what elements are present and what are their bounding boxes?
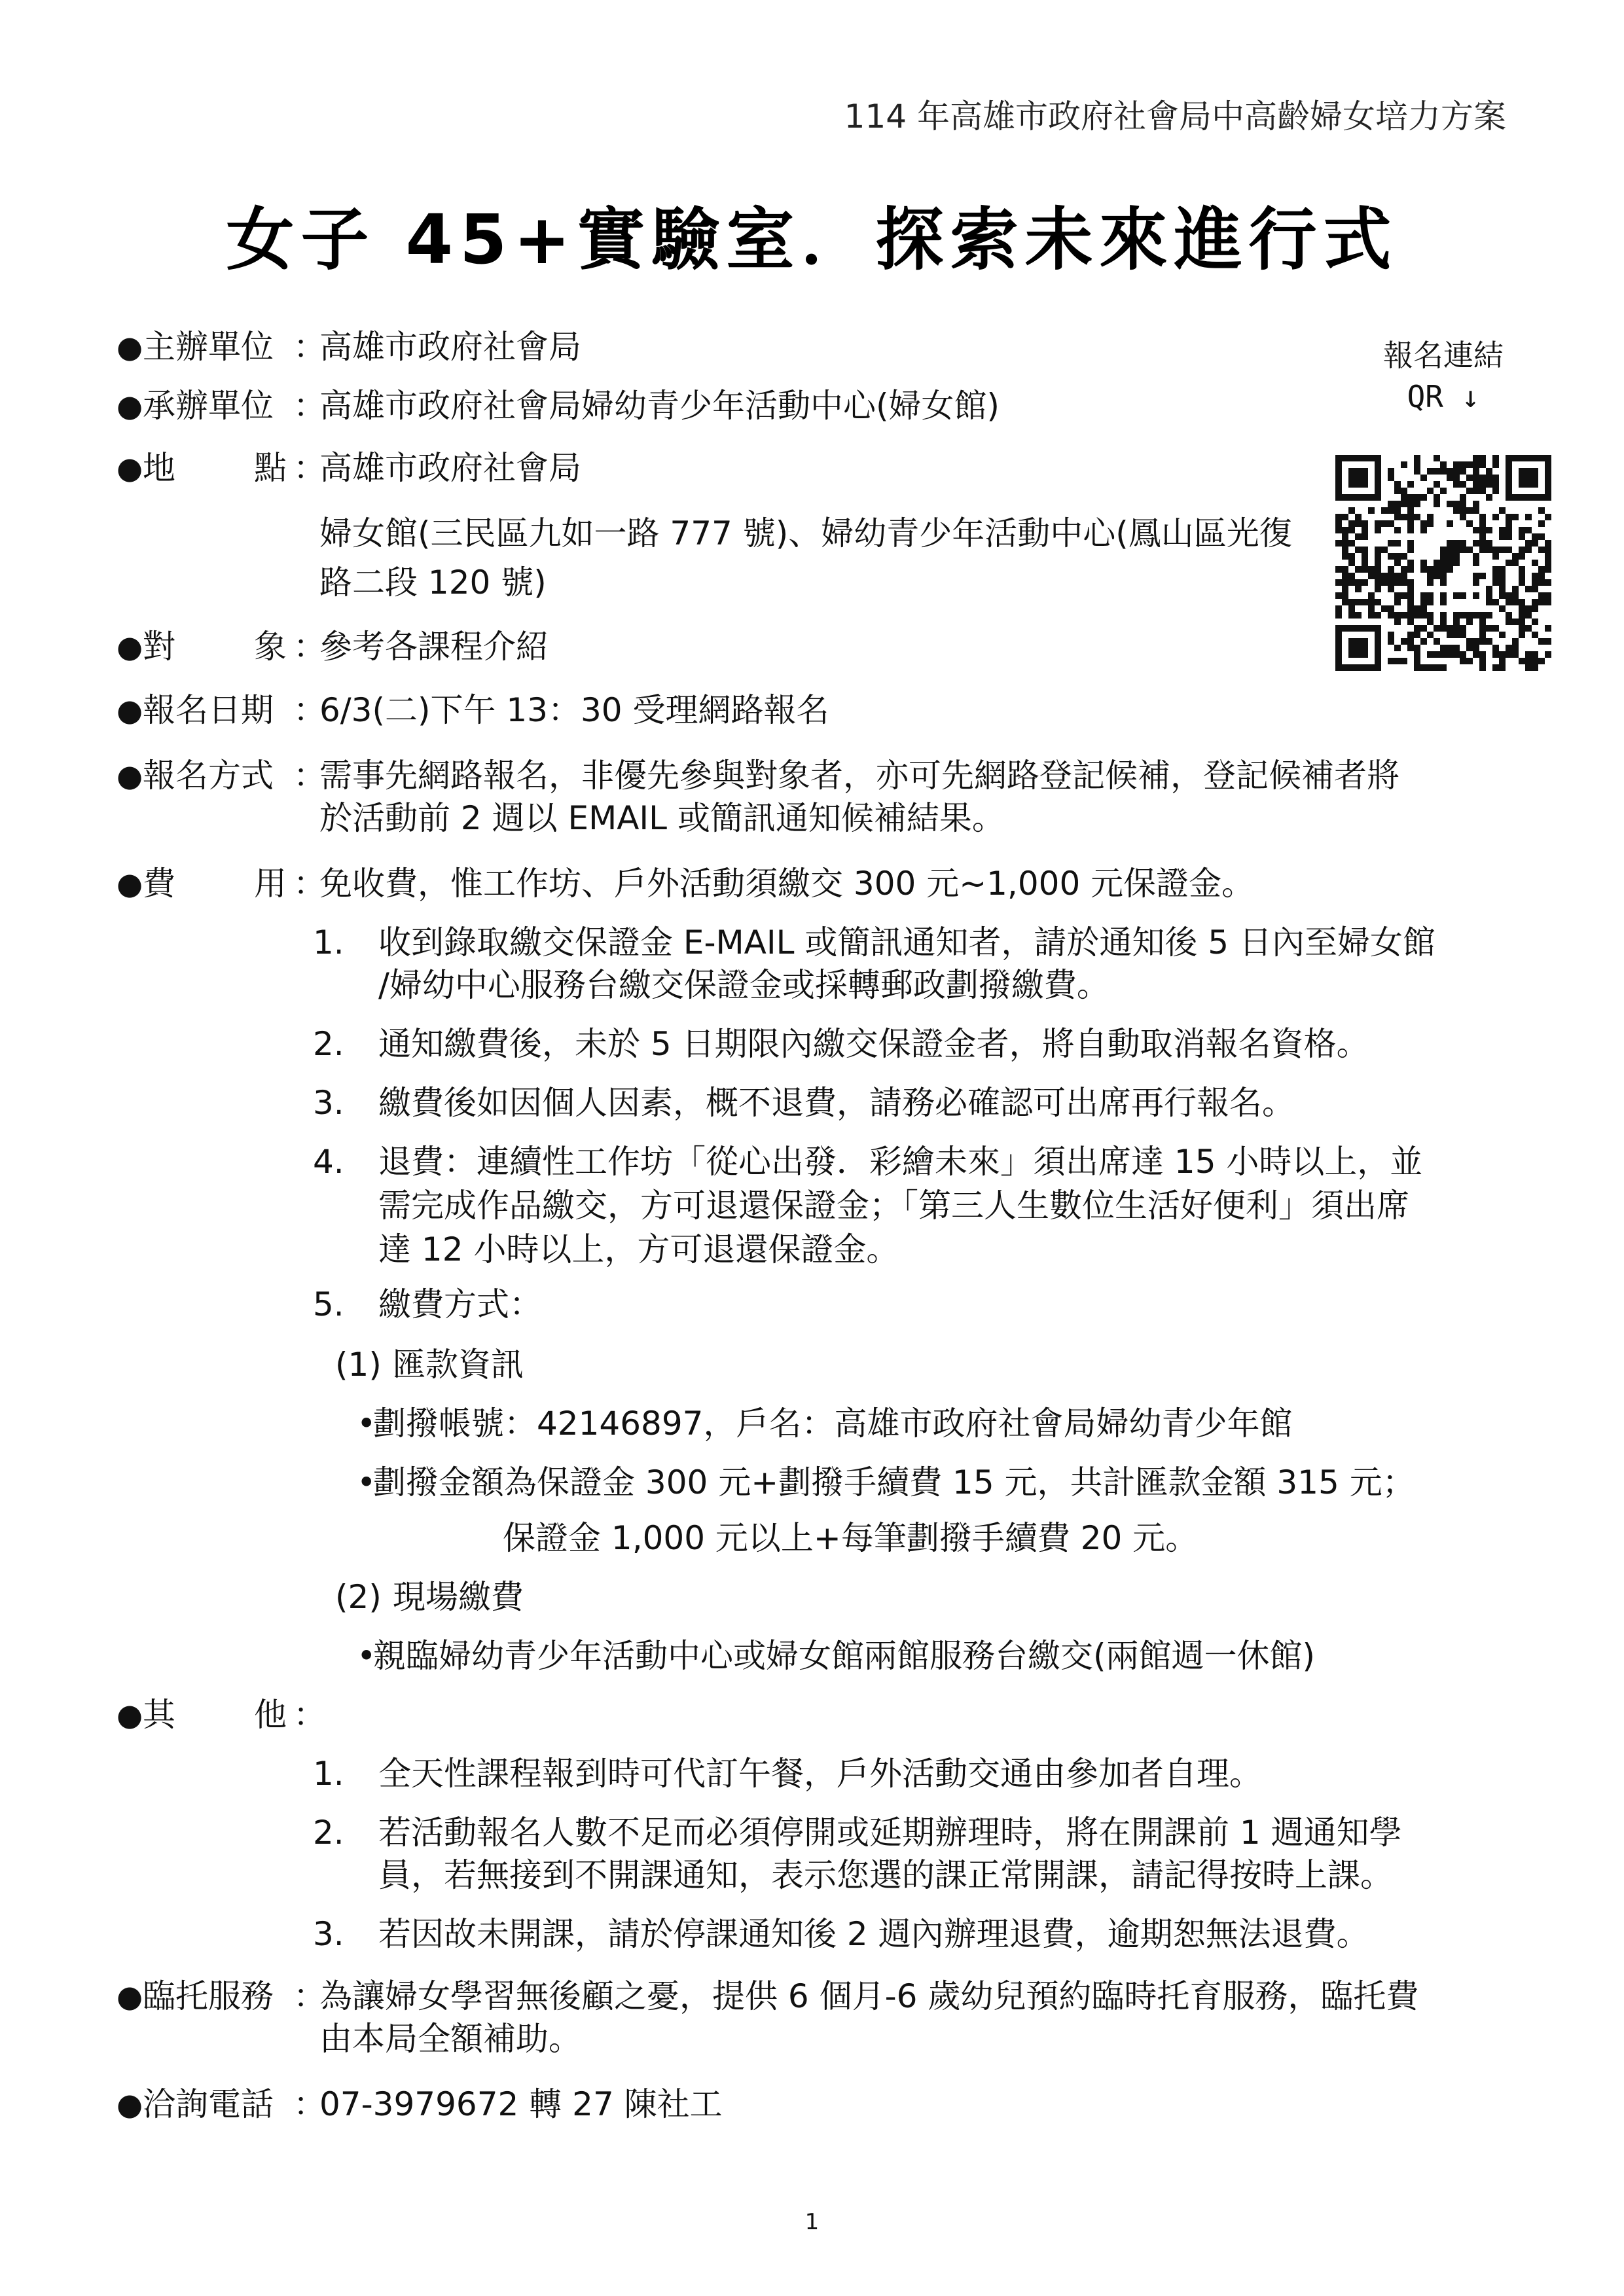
qr-caption-line2: QR ↓ [1407, 379, 1480, 414]
list-text: 達 12 小時以上，方可退還保證金。 [378, 1230, 899, 1268]
onsite-detail-text: 親臨婦幼青少年活動中心或婦女館兩館服務台繳交(兩館週一休館) [373, 1637, 1316, 1675]
list-text: 退費：連續性工作坊「從心出發．彩繪未來」須出席達 15 小時以上，並 [378, 1143, 1423, 1181]
bullet-icon: ● [117, 629, 143, 664]
list-number: 1. [313, 924, 344, 961]
list-number: 2. [313, 1814, 344, 1852]
childcare-line1: 為讓婦女學習無後顧之憂，提供 6 個月-6 歲幼兒預約臨時托育服務，臨托費 [319, 1977, 1419, 2015]
bullet-icon: ● [117, 1697, 143, 1732]
colon: ： [293, 328, 326, 366]
other-label-b: 他 [254, 1696, 287, 1734]
remit-amount-text: 保證金 1,000 元以上+每筆劃撥手續費 20 元。 [503, 1519, 1199, 1557]
list-text: 若因故未開課，請於停課通知後 2 週內辦理退費，逾期恕無法退費。 [378, 1915, 1369, 1953]
page-title: 女子 45+實驗室．探索未來進行式 [226, 200, 1398, 279]
fee-label-a: 費 [143, 865, 175, 903]
list-text: 若活動報名人數不足而必須停開或延期辦理時，將在開課前 1 週通知學 [378, 1814, 1402, 1852]
dot-icon: • [357, 1405, 376, 1443]
colon: ： [293, 449, 326, 487]
bullet-icon: ● [117, 450, 143, 486]
colon: ： [293, 387, 326, 425]
childcare-line2: 由本局全額補助。 [319, 2020, 581, 2058]
qr-code-icon[interactable] [1335, 455, 1551, 671]
header-note: 114 年高雄市政府社會局中高齡婦女培力方案 [844, 98, 1506, 135]
signup-method-label: 報名方式 [143, 757, 274, 795]
list-number: 1. [313, 1755, 344, 1793]
list-text: 員，若無接到不開課通知，表示您選的課正常開課，請記得按時上課。 [378, 1856, 1393, 1894]
contact-label: 洽詢電話 [143, 2085, 274, 2123]
bullet-icon: ● [117, 329, 143, 365]
target-value: 參考各課程介紹 [319, 628, 549, 666]
list-number: 2. [313, 1025, 344, 1063]
executor-value: 高雄市政府社會局婦幼青少年活動中心(婦女館) [319, 387, 1000, 425]
list-text: 需完成作品繳交，方可退還保證金；「第三人生數位生活好便利」須出席 [378, 1187, 1409, 1225]
location-label-b: 點 [254, 449, 287, 487]
remit-account-text: 劃撥帳號：42146897，戶名：高雄市政府社會局婦幼青少年館 [373, 1405, 1293, 1443]
list-number: 3. [313, 1084, 344, 1122]
dot-icon: • [357, 1637, 376, 1675]
bullet-icon: ● [117, 866, 143, 901]
location-line2: 婦女館(三民區九如一路 777 號)、婦幼青少年活動中心(鳳山區光復 [319, 514, 1292, 552]
list-text: 繳費方式： [378, 1285, 542, 1323]
sub-number: (1) [335, 1346, 382, 1384]
colon: ： [293, 757, 326, 795]
signup-method-line2: 於活動前 2 週以 EMAIL 或簡訊通知候補結果。 [319, 799, 1005, 837]
sub-number: (2) [335, 1578, 382, 1616]
remit-title: 匯款資訊 [393, 1346, 524, 1384]
bullet-icon: ● [117, 388, 143, 423]
executor-label: 承辦單位 [143, 387, 274, 425]
target-label-a: 對 [143, 628, 175, 666]
location-line3: 路二段 120 號) [319, 564, 547, 601]
qr-caption-line1: 報名連結 [1383, 338, 1504, 373]
bullet-icon: ● [117, 758, 143, 793]
colon: ： [293, 628, 326, 666]
contact-value: 07-3979672 轉 27 陳社工 [319, 2085, 723, 2123]
page-number: 1 [804, 2209, 820, 2235]
bullet-icon: ● [117, 692, 143, 728]
list-text: /婦幼中心服務台繳交保證金或採轉郵政劃撥繳費。 [378, 966, 1110, 1004]
remit-amount-text: 劃撥金額為保證金 300 元+劃撥手續費 15 元，共計匯款金額 315 元； [373, 1463, 1415, 1501]
target-label-b: 象 [254, 628, 287, 666]
fee-value: 免收費，惟工作坊、戶外活動須繳交 300 元~1,000 元保證金。 [319, 865, 1255, 903]
list-number: 4. [313, 1143, 344, 1181]
list-number: 3. [313, 1915, 344, 1953]
colon: ： [293, 865, 326, 903]
list-number: 5. [313, 1285, 344, 1323]
onsite-title: 現場繳費 [393, 1578, 524, 1616]
childcare-label: 臨托服務 [143, 1977, 274, 2015]
colon: ： [293, 1696, 326, 1734]
location-line1: 高雄市政府社會局 [319, 449, 581, 487]
other-label-a: 其 [143, 1696, 175, 1734]
organizer-label: 主辦單位 [143, 328, 274, 366]
fee-label-b: 用 [254, 865, 287, 903]
list-text: 全天性課程報到時可代訂午餐，戶外活動交通由參加者自理。 [378, 1755, 1262, 1793]
signup-date-value: 6/3(二)下午 13：30 受理網路報名 [319, 691, 829, 729]
organizer-value: 高雄市政府社會局 [319, 328, 581, 366]
bullet-icon: ● [117, 2087, 143, 2122]
colon: ： [293, 2085, 326, 2123]
signup-method-line1: 需事先網路報名，非優先參與對象者，亦可先網路登記候補，登記候補者將 [319, 757, 1399, 795]
colon: ： [293, 1977, 326, 2015]
list-text: 繳費後如因個人因素，概不退費，請務必確認可出席再行報名。 [378, 1084, 1295, 1122]
list-text: 收到錄取繳交保證金 E-MAIL 或簡訊通知者，請於通知後 5 日內至婦女館 [378, 924, 1435, 961]
bullet-icon: ● [117, 1979, 143, 2014]
list-text: 通知繳費後，未於 5 日期限內繳交保證金者，將自動取消報名資格。 [378, 1025, 1369, 1063]
dot-icon: • [357, 1463, 376, 1501]
signup-date-label: 報名日期 [143, 691, 274, 729]
location-label-a: 地 [143, 449, 175, 487]
colon: ： [293, 691, 326, 729]
